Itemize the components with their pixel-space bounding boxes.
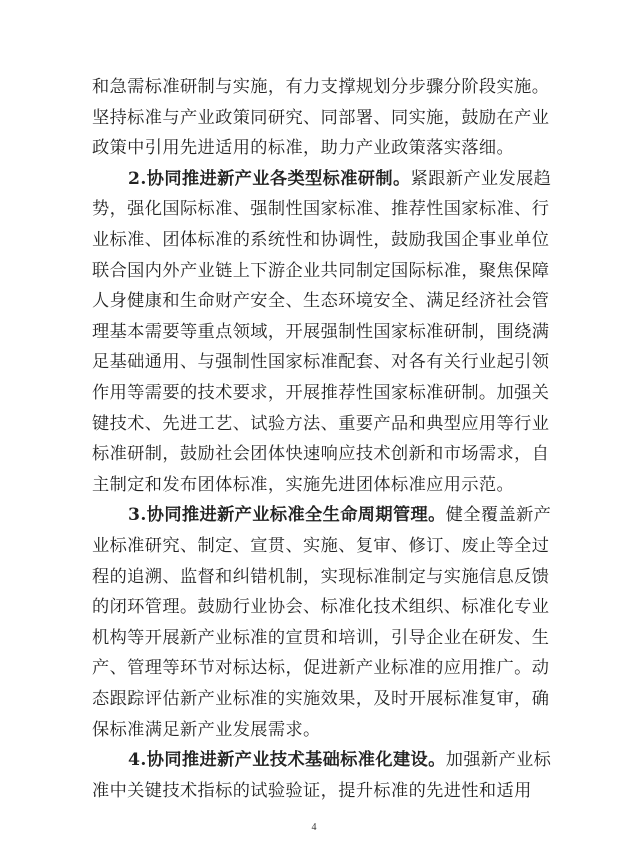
body-text: 机构等开展新产业标准的宣贯和培训，引导企业在研发、生 [92,627,550,648]
body-text: 紧跟新产业发展趋 [410,168,552,189]
body-text: 人身健康和生命财产安全、生态环境安全、满足经济社会管 [92,291,550,312]
body-text: 和急需标准研制与实施，有力支撑规划分步骤分阶段实施。 [92,77,550,97]
text-line [92,776,536,806]
text-line [92,562,550,592]
body-text: 键技术、先进工艺、试验方法、重要产品和典型应用等行业 [92,413,550,434]
text-line [92,592,550,622]
text-line [92,409,550,439]
text-line [92,378,550,408]
section-heading: 4.协同推进新产业技术基础标准化建设。 [128,750,446,771]
text-line [92,623,550,653]
section-heading: 3.协同推进新产业标准全生命周期管理。 [128,505,446,526]
body-text: 的闭环管理。鼓励行业协会、标准化技术组织、标准化专业 [92,597,550,618]
text-line [92,347,550,377]
body-text: 作用等需要的技术要求，开展推荐性国家标准研制。加强关 [92,383,550,403]
body-text: 态跟踪评估新产业标准的实施效果，及时开展标准复审，确 [92,689,550,709]
text-line [92,256,550,286]
text-line [128,164,552,194]
body-text: 坚持标准与产业政策同研究、同部署、同实施，鼓励在产业 [92,107,550,128]
text-line [92,103,550,133]
body-text: 保标准满足新产业发展需求。 [92,719,321,740]
section-heading: 2.协同推进新产业各类型标准研制。 [128,168,411,189]
text-line [92,684,550,714]
text-line [92,72,550,102]
body-text: 理基本需要等重点领域，开展强制性国家标准研制，围绕满 [92,321,550,342]
text-line [92,317,550,347]
body-text: 业标准研究、制定、宣贯、实施、复审、修订、废止等全过 [92,536,550,556]
page-number: 4 [311,822,317,833]
body-text: 足基础通用、与强制性国家标准配套、对各有关行业起引领 [92,352,550,373]
text-line [128,745,552,775]
body-text: 标准研制，鼓励社会团体快速响应技术创新和市场需求，自 [92,444,550,465]
body-text: 势，强化国际标准、强制性国家标准、推荐性国家标准、行 [92,199,550,220]
text-line [92,225,550,255]
body-text: 准中关键技术指标的试验验证，提升标准的先进性和适用 [92,780,532,801]
text-line [92,531,550,561]
body-text: 加强新产业标 [445,750,552,771]
body-text: 程的追溯、监督和纠错机制，实现标准制定与实施信息反馈 [92,566,550,587]
text-line [92,715,536,745]
text-line [92,133,536,163]
text-line [128,500,552,530]
body-text: 健全覆盖新产 [445,505,552,526]
body-text: 业标准、团体标准的系统性和协调性，鼓励我国企事业单位 [92,230,550,250]
text-line [92,470,536,500]
body-text: 主制定和发布团体标准，实施先进团体标准应用示范。 [92,474,515,495]
body-text: 政策中引用先进适用的标准，助力产业政策落实落细。 [92,138,515,159]
text-line [92,286,550,316]
text-line [92,653,550,683]
body-text: 产、管理等环节对标达标，促进新产业标准的应用推广。动 [92,658,550,679]
body-text: 联合国内外产业链上下游企业共同制定国际标准，聚焦保障 [92,260,550,281]
text-line [92,194,550,224]
text-line [92,439,550,469]
